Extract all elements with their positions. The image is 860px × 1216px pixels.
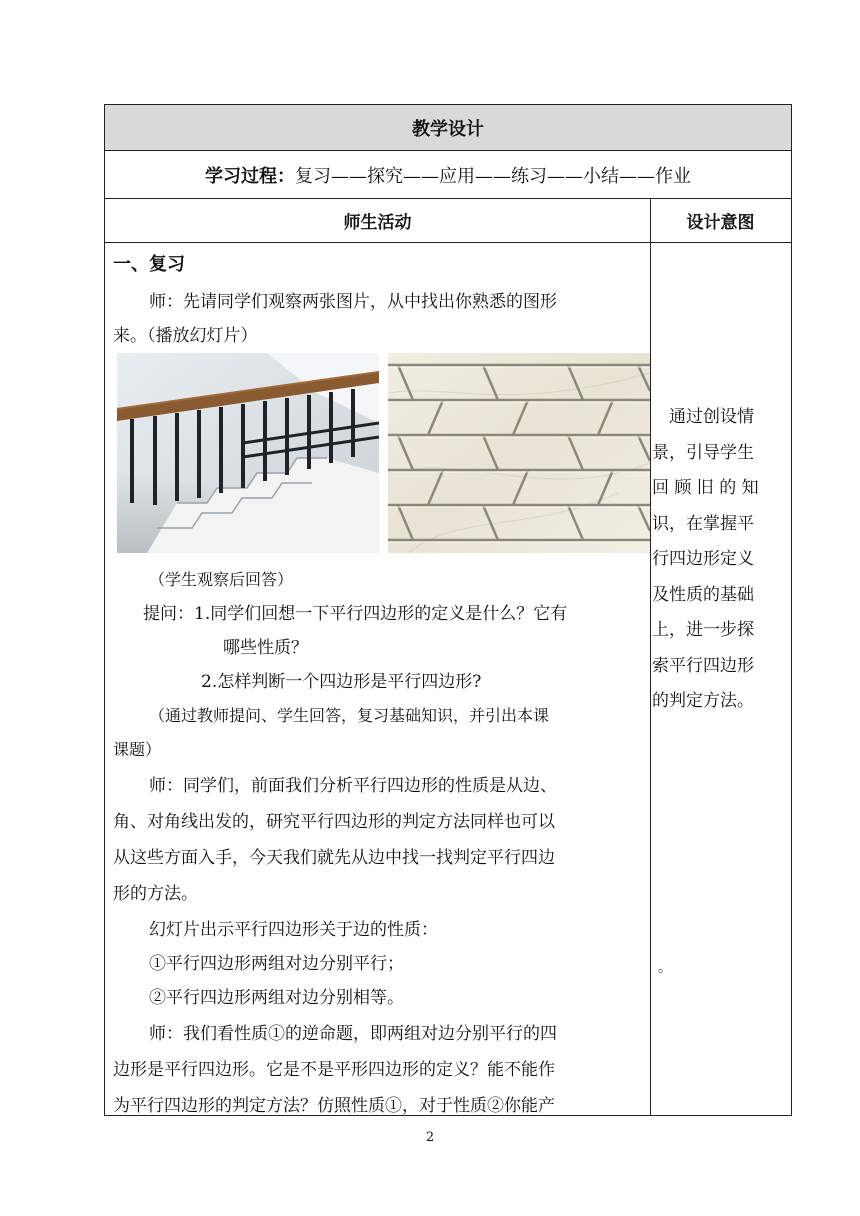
stray-mark: 。 — [658, 960, 672, 976]
paragraph-line: 为平行四边形的判定方法？仿照性质①，对于性质②你能产 — [113, 1096, 555, 1116]
paragraph-line: 师：我们看性质①的逆命题，即两组对边分别平行的四 — [149, 1024, 557, 1044]
paragraph-line: 师：同学们，前面我们分析平行四边形的性质是从边、 — [149, 776, 557, 796]
page-number: 2 — [425, 1130, 435, 1145]
question-line: 哪些性质？ — [223, 638, 308, 658]
question-line: 2.怎样判断一个四边形是平行四边形? — [201, 672, 482, 692]
paragraph-line: 角、对角线出发的，研究平行四边形的判定方法同样也可以 — [113, 812, 555, 832]
design-intent-text — [652, 400, 788, 720]
question-line: 提问：1.同学们回想一下平行四边形的定义是什么？它有 — [143, 604, 568, 624]
intent-line: 索平行四边形 — [652, 655, 754, 676]
column-header-row — [105, 199, 791, 243]
intent-line: 识，在掌握平 — [652, 513, 754, 534]
paragraph-line: 形的方法。 — [113, 884, 198, 904]
intent-line: 通过创设情 — [652, 407, 754, 427]
paragraph-line: 师：先请同学们观察两张图片，从中找出你熟悉的图形 — [149, 292, 557, 312]
image-caption: （学生观察后回答） — [149, 570, 294, 589]
process-row — [105, 151, 791, 199]
paragraph-line: 幻灯片出示平行四边形关于边的性质： — [149, 920, 438, 940]
paragraph-line: 从这些方面入手，今天我们就先从边中找一找判定平行四边 — [113, 848, 555, 868]
tile-wall-photo — [388, 353, 650, 553]
property-line: ①平行四边形两组对边分别平行； — [149, 954, 404, 974]
intent-line: 回 顾 旧 的 知 — [652, 478, 759, 498]
staircase-photo — [117, 353, 379, 553]
column-header-activities: 师生活动 — [343, 213, 412, 233]
intent-line: 上，进一步探 — [652, 620, 754, 640]
column-header-intent: 设计意图 — [686, 213, 755, 233]
note-line: 课题） — [113, 740, 162, 759]
intent-line: 的判定方法。 — [652, 691, 754, 711]
property-line: ②平行四边形两组对边分别相等。 — [149, 988, 404, 1008]
table-title: 教学设计 — [105, 105, 791, 151]
paragraph-line: 来。（播放幻灯片） — [113, 326, 258, 346]
intent-line: 景，引导学生 — [652, 442, 754, 463]
section-heading: 一、复习 — [113, 254, 185, 275]
intent-line: 行四边形定义 — [652, 549, 754, 569]
process-label: 学习过程： — [205, 165, 295, 187]
note-line: （通过教师提问、学生回答，复习基础知识，并引出本课 — [149, 706, 550, 725]
process-text: 复习——探究——应用——练习——小结——作业 — [295, 165, 691, 187]
intent-line: 及性质的基础 — [652, 584, 754, 605]
paragraph-line: 边形是平行四边形。它是不是平形四边形的定义？能不能作 — [113, 1060, 555, 1080]
